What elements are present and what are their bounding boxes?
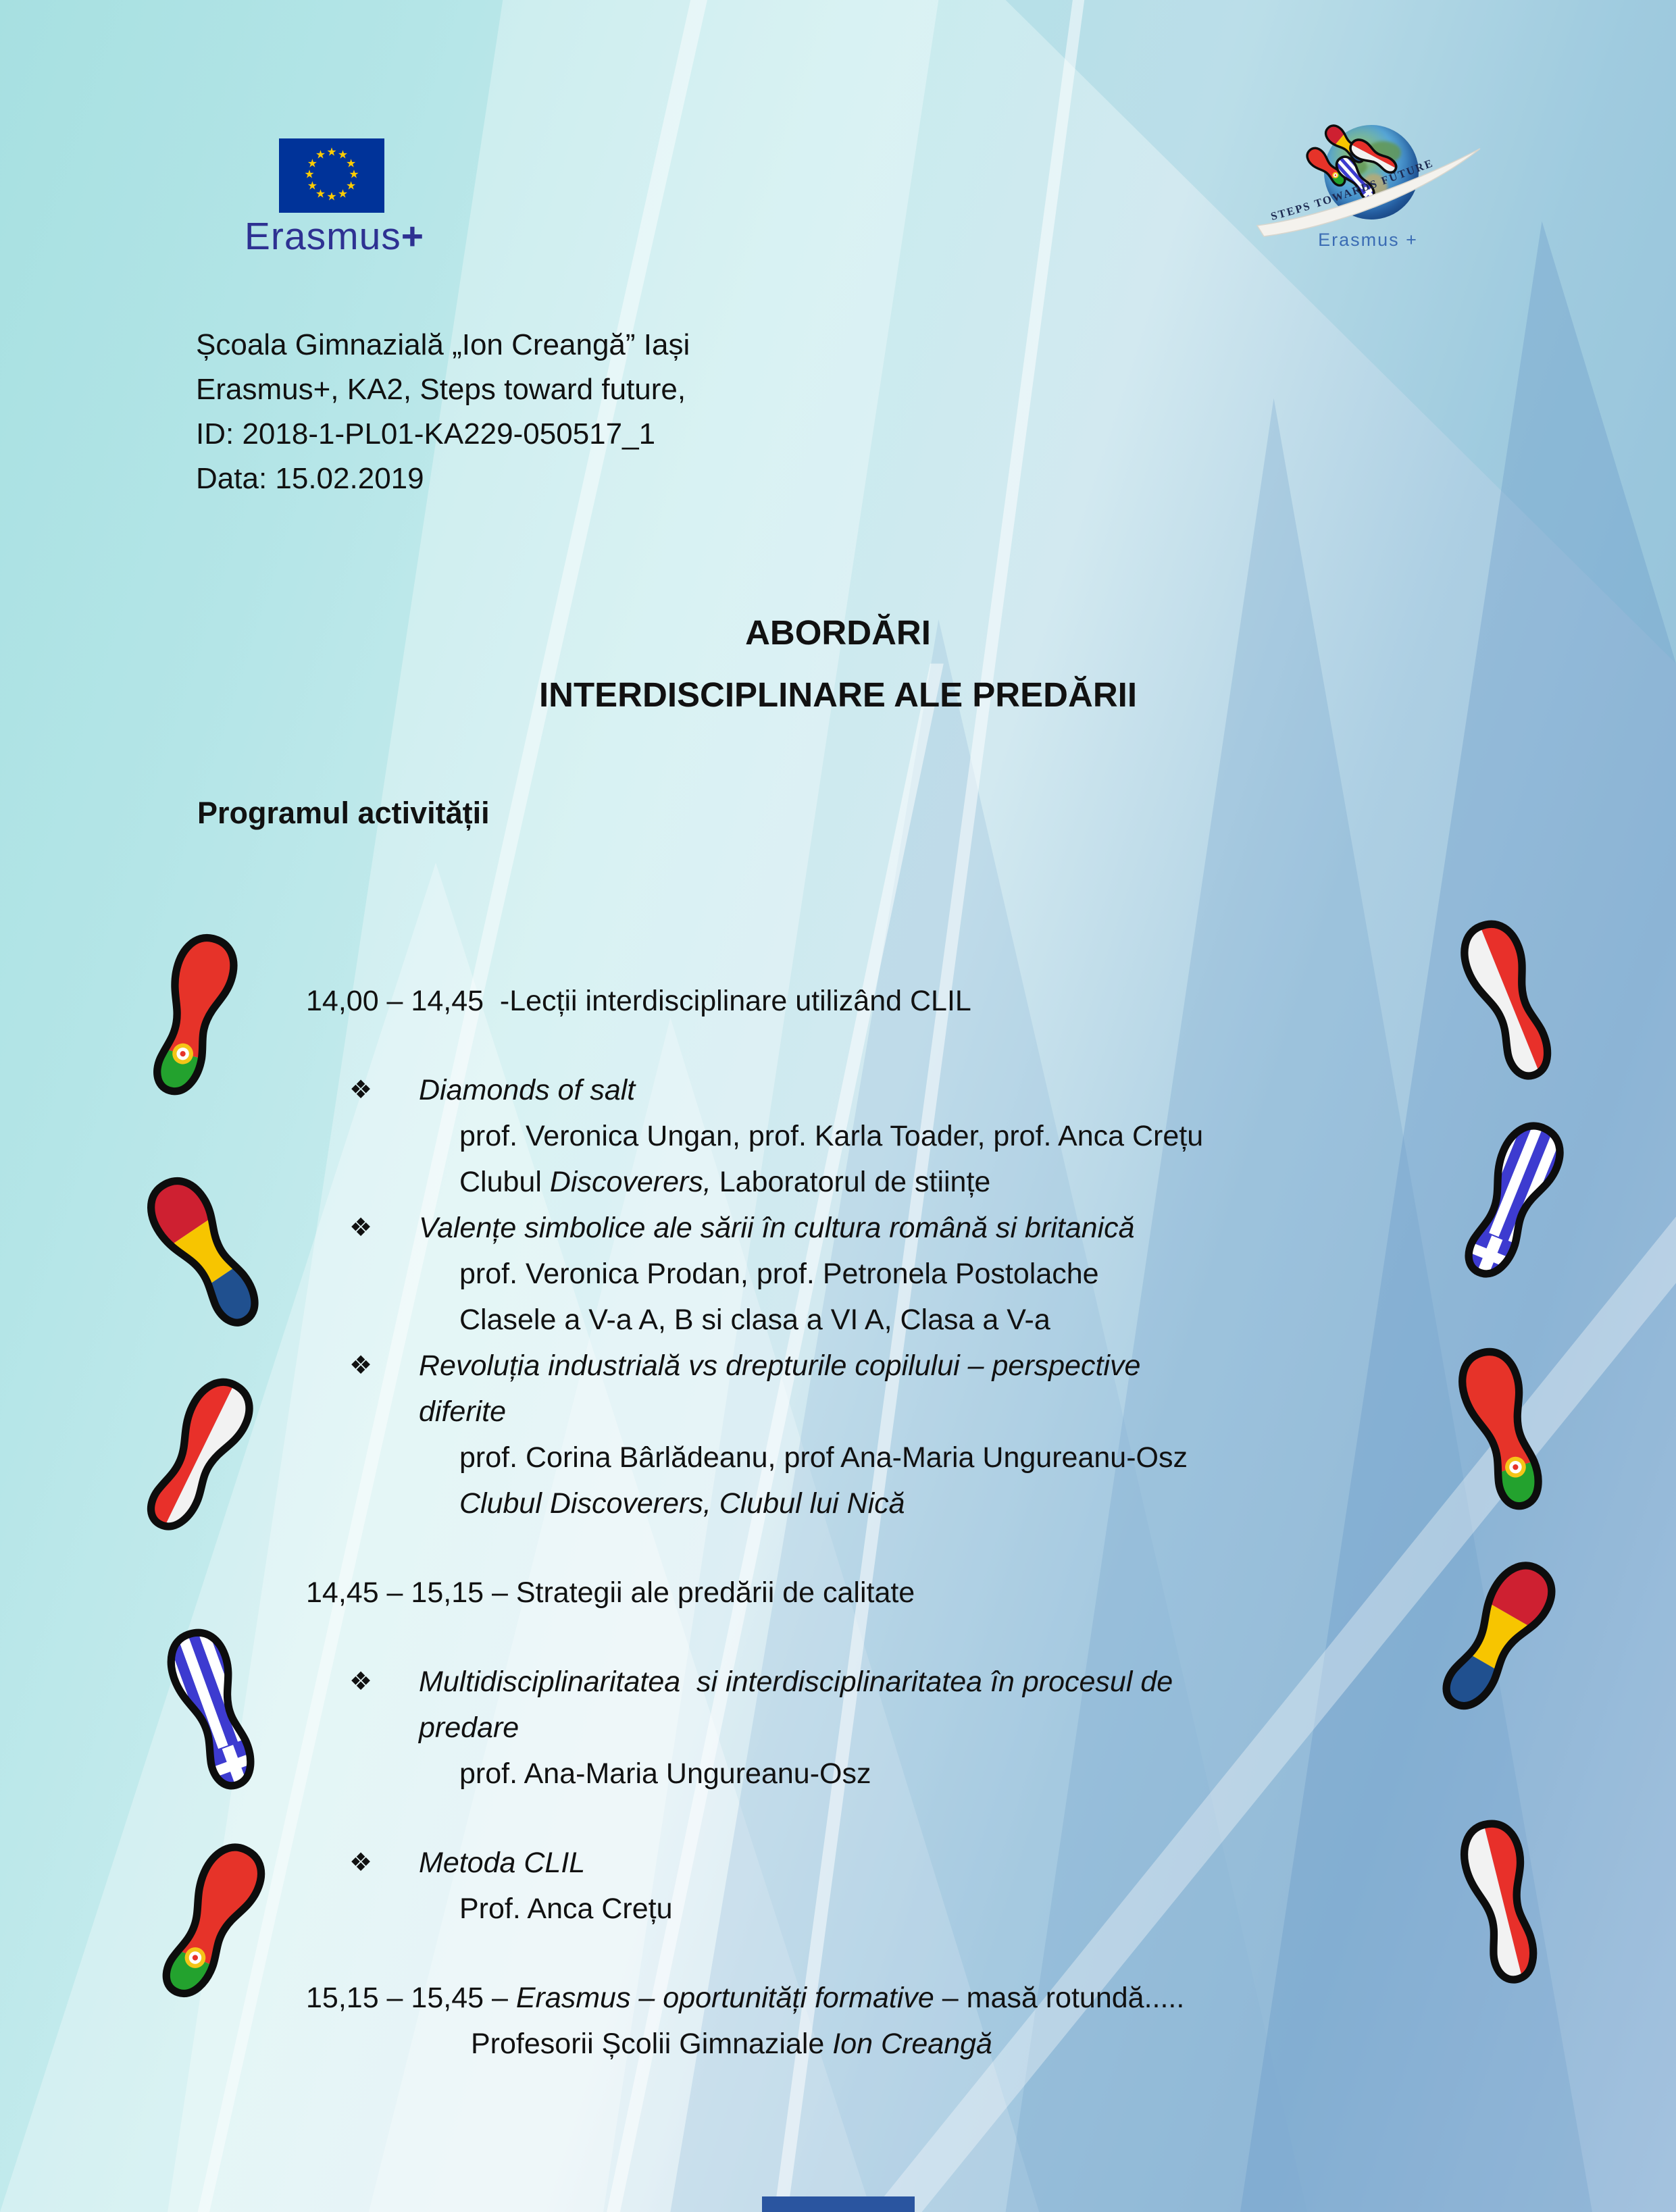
eu-star-icon: ★ — [326, 145, 337, 159]
activity-detail-line — [301, 1481, 1463, 1526]
text-segment: diferite — [419, 1395, 507, 1428]
erasmus-plus-wordmark — [223, 216, 446, 257]
activity-detail-line — [301, 1159, 1463, 1205]
diamond-bullet-icon: ❖ — [349, 1214, 373, 1242]
school-name-line: Școala Gimnazială „Ion Creangă” Iași — [196, 328, 690, 361]
activity-detail-line — [301, 1251, 1463, 1297]
text-segment: 14,45 – 15,15 – Strategii ale predării de calitate — [306, 1576, 915, 1609]
activity-title-line — [301, 1705, 1463, 1751]
globe-arc-text: STEPS TOWARDS FUTURE — [1269, 156, 1436, 223]
text-segment: prof. Corina Bârlădeanu, prof Ana-Maria Ungureanu-Osz — [459, 1441, 1188, 1474]
text-segment: Prof. Anca Crețu — [459, 1893, 673, 1925]
eu-star-icon: ★ — [304, 168, 315, 181]
bottom-accent-bar — [762, 2196, 915, 2212]
date-line: Data: 15.02.2019 — [196, 462, 424, 495]
text-segment: Profesorii Școlii Gimnaziale — [471, 2028, 833, 2060]
eu-star-icon: ★ — [337, 148, 349, 161]
eu-star-icon: ★ — [345, 157, 357, 170]
diamond-bullet-icon: ❖ — [349, 1668, 373, 1696]
text-segment: Diamonds of salt — [419, 1074, 636, 1106]
document-header — [196, 323, 690, 501]
text-segment: Revoluția industrială vs drepturile copilului – perspective — [419, 1349, 1141, 1382]
program-heading: Programul activității — [197, 796, 490, 830]
document-title — [203, 602, 1473, 726]
diamond-bullet-icon: ❖ — [349, 1352, 373, 1380]
text-segment: – masă rotundă..... — [934, 1982, 1185, 2014]
text-segment: Discoverers, — [549, 1166, 711, 1198]
erasmus-plus-sign: + — [401, 215, 425, 258]
eu-flag-icon — [279, 138, 384, 213]
schedule-time-line — [301, 978, 1463, 1024]
diamond-bullet-icon: ❖ — [349, 1849, 373, 1877]
globe-erasmus-caption: Erasmus + — [1318, 230, 1418, 250]
activity-detail-line — [301, 1435, 1463, 1481]
text-segment: prof. Ana-Maria Ungureanu-Osz — [459, 1757, 871, 1790]
schedule-time-line — [301, 1570, 1463, 1616]
text-segment: 14,00 – 14,45 -Lecții interdisciplinare utilizând CLIL — [306, 985, 971, 1017]
text-segment: predare — [419, 1712, 519, 1744]
eu-star-icon: ★ — [326, 190, 337, 203]
activity-detail-line — [301, 1751, 1463, 1797]
project-id-line: ID: 2018-1-PL01-KA229-050517_1 — [196, 417, 656, 451]
text-segment: Clubul Discoverers, Clubul lui Nică — [459, 1487, 905, 1520]
activity-detail-line — [301, 1113, 1463, 1159]
text-segment: Multidisciplinaritatea si interdisciplinaritatea în procesul de — [419, 1666, 1173, 1698]
diamond-bullet-icon: ❖ — [349, 1076, 373, 1104]
activity-title-line — [301, 1343, 1463, 1389]
activity-title-line — [301, 1840, 1463, 1886]
activity-title-line — [301, 1389, 1463, 1435]
eu-star-icon: ★ — [345, 179, 357, 192]
closing-line — [301, 2021, 1463, 2067]
activity-detail-line — [301, 1297, 1463, 1343]
text-segment: Erasmus – oportunități formative — [515, 1982, 934, 2014]
text-segment: Ion Creangă — [832, 2028, 992, 2060]
text-segment: prof. Veronica Ungan, prof. Karla Toader, prof. Anca Crețu — [459, 1120, 1204, 1152]
title-line-2: INTERDISCIPLINARE ALE PREDĂRII — [538, 675, 1137, 714]
text-segment: prof. Veronica Prodan, prof. Petronela Postolache — [459, 1258, 1099, 1290]
activity-title-line — [301, 1659, 1463, 1705]
text-segment: 15,15 – 15,45 – — [306, 1982, 516, 2014]
text-segment: Clasele a V-a A, B si clasa a VI A, Clasa a V-a — [459, 1304, 1050, 1336]
activity-title-line — [301, 1067, 1463, 1113]
schedule-time-line — [301, 1975, 1463, 2021]
text-segment: Clubul — [459, 1166, 550, 1198]
eu-star-icon: ★ — [315, 148, 326, 161]
activity-detail-line — [301, 1886, 1463, 1932]
schedule — [301, 978, 1463, 2067]
eu-star-icon: ★ — [337, 187, 349, 201]
title-line-1: ABORDĂRI — [745, 613, 931, 652]
activity-title-line — [301, 1205, 1463, 1251]
eu-star-icon: ★ — [307, 179, 318, 192]
text-segment: Laboratorul de stiințe — [711, 1166, 991, 1198]
text-segment: Metoda CLIL — [419, 1847, 586, 1879]
steps-towards-future-logo — [1253, 115, 1483, 257]
eu-star-icon: ★ — [307, 157, 318, 170]
eu-star-icon: ★ — [349, 168, 359, 181]
erasmus-wordmark-text: Erasmus — [244, 215, 401, 258]
project-line: Erasmus+, KA2, Steps toward future, — [196, 373, 686, 406]
text-segment: Valențe simbolice ale sării în cultura română si britanică — [419, 1212, 1135, 1244]
eu-star-icon: ★ — [315, 187, 326, 201]
